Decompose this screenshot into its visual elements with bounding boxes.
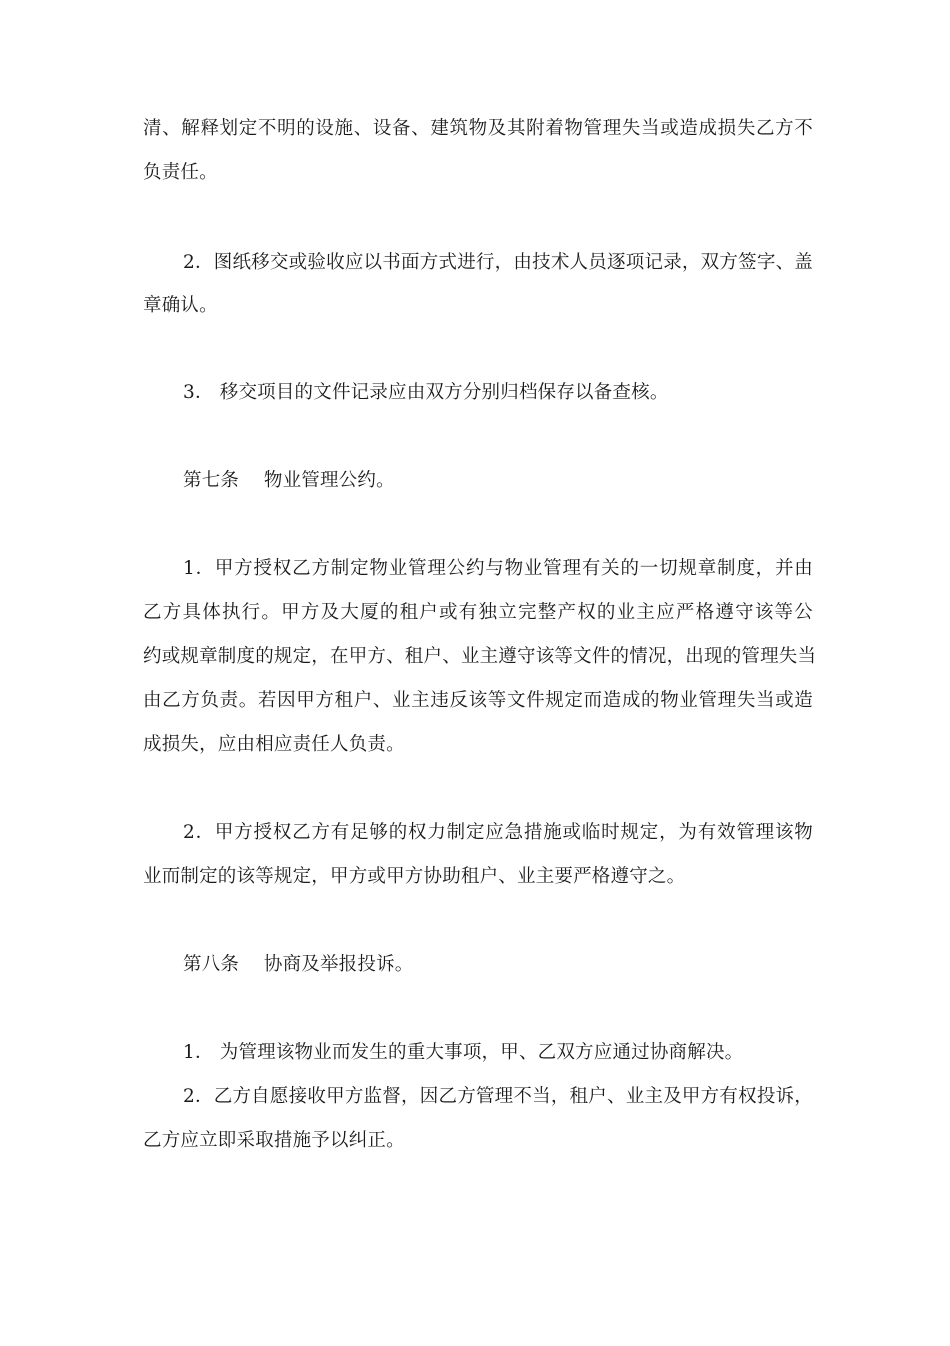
paragraph-line: 2．乙方自愿接收甲方监督，因乙方管理不当，租户、业主及甲方有权投诉，: [183, 1086, 813, 1107]
paragraph-line: 清、解释划定不明的设施、设备、建筑物及其附着物管理失当或造成损失乙方不: [143, 118, 813, 139]
article-heading: 第八条 协商及举报投诉。: [183, 954, 414, 975]
article-heading: 第七条 物业管理公约。: [183, 470, 395, 491]
paragraph-line: 成损失，应由相应责任人负责。: [143, 734, 405, 755]
paragraph-line: 业而制定的该等规定，甲方或甲方协助租户、业主要严格遵守之。: [143, 866, 686, 887]
paragraph-line: 约或规章制度的规定，在甲方、租户、业主遵守该等文件的情况，出现的管理失当: [143, 646, 817, 667]
paragraph-line: 3． 移交项目的文件记录应由双方分别归档保存以备查核。: [183, 382, 669, 403]
paragraph-line: 负责任。: [143, 162, 218, 183]
paragraph-line: 2．甲方授权乙方有足够的权力制定应急措施或临时规定，为有效管理该物: [183, 822, 813, 843]
paragraph-line: 2．图纸移交或验收应以书面方式进行，由技术人员逐项记录，双方签字、盖: [183, 252, 813, 273]
paragraph-line: 由乙方负责。若因甲方租户、业主违反该等文件规定而造成的物业管理失当或造: [143, 690, 813, 711]
paragraph-line: 章确认。: [143, 295, 218, 316]
paragraph-line: 1．甲方授权乙方制定物业管理公约与物业管理有关的一切规章制度，并由: [183, 558, 813, 579]
paragraph-line: 乙方应立即采取措施予以纠正。: [143, 1130, 405, 1151]
paragraph-line: 1． 为管理该物业而发生的重大事项，甲、乙双方应通过协商解决。: [183, 1042, 744, 1063]
paragraph-line: 乙方具体执行。甲方及大厦的租户或有独立完整产权的业主应严格遵守该等公: [143, 602, 813, 623]
